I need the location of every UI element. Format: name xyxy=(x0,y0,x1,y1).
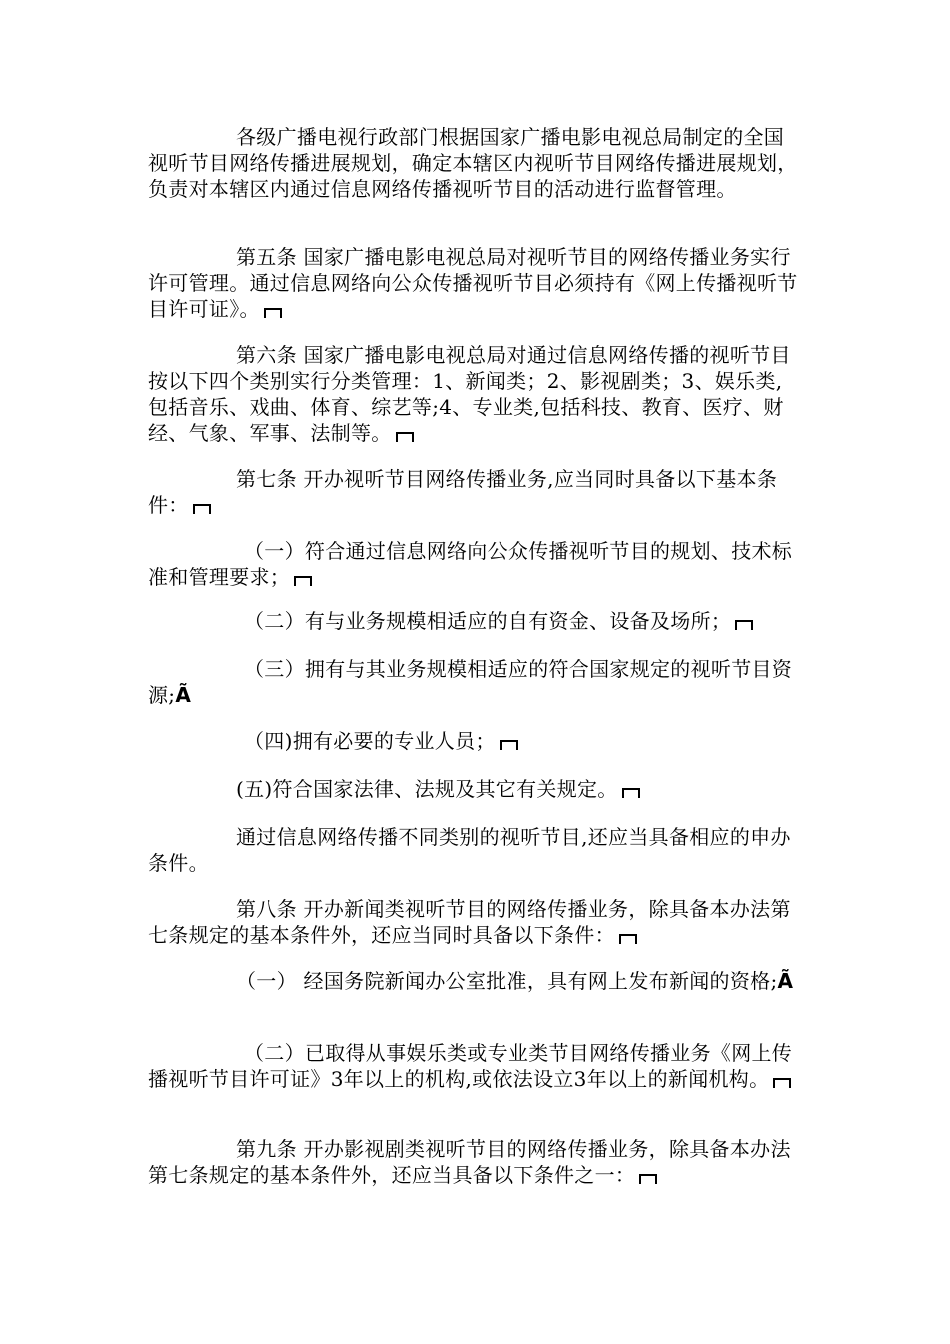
paragraph-text: （一）符合通过信息网络向公众传播视听节目的规划、技术标准和管理要求； xyxy=(148,539,793,589)
paragraph-text: （三）拥有与其业务规模相适应的符合国家规定的视听节目资源; xyxy=(148,657,793,707)
paragraph-mark-icon xyxy=(294,576,312,586)
article-7-item-4 xyxy=(148,728,800,754)
article-7-item-3 xyxy=(148,656,800,708)
article-5 xyxy=(148,244,800,322)
article-7-item-5 xyxy=(148,776,800,802)
article-6 xyxy=(148,342,800,446)
paragraph-text: 各级广播电视行政部门根据国家广播电影电视总局制定的全国视听节目网络传播进展规划，确定本辖区内视听节目网络传播进展规划，负责对本辖区内通过信息网络传播视听节目的活动进行监督管理。 xyxy=(148,125,798,201)
paragraph-mark-icon xyxy=(500,740,518,750)
article-7-item-2 xyxy=(148,608,800,634)
article-7 xyxy=(148,466,800,518)
paragraph-end-glyph: Ã xyxy=(175,683,192,707)
paragraph-text: 第九条 开办影视剧类视听节目的网络传播业务，除具备本办法第七条规定的基本条件外，还应当具备以下条件之一： xyxy=(148,1137,791,1187)
paragraph-end-glyph: Ã xyxy=(777,969,794,993)
paragraph-text: 第六条 国家广播电影电视总局对通过信息网络传播的视听节目按以下四个类别实行分类管理：1、新闻类；2、影视剧类；3、娱乐类,包括音乐、戏曲、体育、综艺等;4、专业类,包括科技、教育、医疗、财经、气象、军事、法制等。 xyxy=(148,343,791,445)
paragraph-supervision xyxy=(148,124,800,202)
paragraph-text: 第七条 开办视听节目网络传播业务,应当同时具备以下基本条件： xyxy=(148,467,778,517)
paragraph-category-conditions xyxy=(148,824,800,876)
paragraph-mark-icon xyxy=(193,504,211,514)
article-8-item-2 xyxy=(148,1040,800,1092)
article-7-item-1 xyxy=(148,538,800,590)
article-9 xyxy=(148,1136,800,1188)
article-8 xyxy=(148,896,800,948)
paragraph-text: （一） 经国务院新闻办公室批准，具有网上发布新闻的资格; xyxy=(236,969,778,993)
paragraph-mark-icon xyxy=(773,1078,791,1088)
paragraph-text: （四)拥有必要的专业人员； xyxy=(244,729,496,753)
paragraph-text: 第五条 国家广播电影电视总局对视听节目的网络传播业务实行许可管理。通过信息网络向公众传播视听节目必须持有《网上传播视听节目许可证》。 xyxy=(148,245,798,321)
article-8-item-1 xyxy=(148,968,800,994)
paragraph-mark-icon xyxy=(639,1174,657,1184)
paragraph-mark-icon xyxy=(396,432,414,442)
paragraph-text: （二）已取得从事娱乐类或专业类节目网络传播业务《网上传播视听节目许可证》3年以上的机构,或依法设立3年以上的新闻机构。 xyxy=(148,1041,793,1091)
paragraph-text: 第八条 开办新闻类视听节目的网络传播业务，除具备本办法第七条规定的基本条件外，还应当同时具备以下条件： xyxy=(148,897,791,947)
paragraph-text: 通过信息网络传播不同类别的视听节目,还应当具备相应的申办条件。 xyxy=(148,825,791,875)
paragraph-text: (五)符合国家法律、法规及其它有关规定。 xyxy=(236,777,618,801)
paragraph-mark-icon xyxy=(264,308,282,318)
paragraph-mark-icon xyxy=(735,620,753,630)
paragraph-mark-icon xyxy=(622,788,640,798)
paragraph-mark-icon xyxy=(619,934,637,944)
paragraph-text: （二）有与业务规模相适应的自有资金、设备及场所； xyxy=(244,609,732,633)
